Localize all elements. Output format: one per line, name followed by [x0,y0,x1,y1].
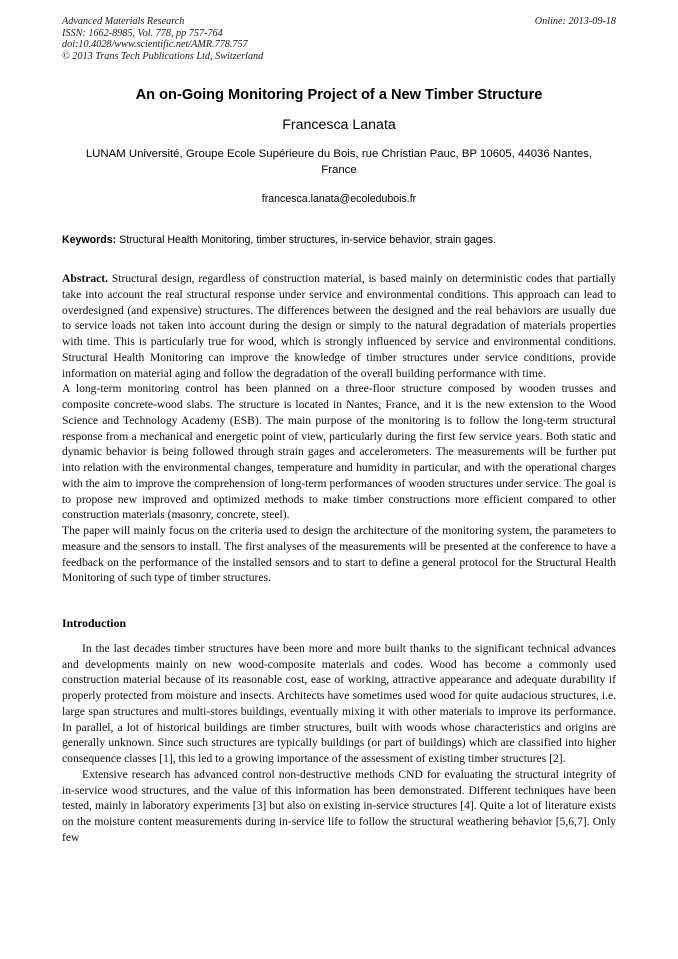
page-title: An on-Going Monitoring Project of a New Timber Structure [135,87,543,103]
keywords-line [62,233,616,247]
abstract-label: Abstract. [62,272,109,285]
abstract-section [62,271,616,586]
doi-line: doi:10.4028/www.scientific.net/AMR.778.757 [62,39,248,51]
introduction-paragraph-1: In the last decades timber structures have been more and more built thanks to the significant technical advances and developments mainly on new wood-composite materials and codes. Wood has become a commonly used construction material because of its reasonable cost, ease of working, attractive appearance and adequate durability if properly protected from moisture and insects. Architects have sometimes used wood for quite audacious structures, i.e. large span structures and multi-stores buildings, eventually mixing it with other materials to improve its performance. In parallel, a lot of historical buildings are timber structures, built with woods whose characteristics and origins are generally unknown. Since such structures are typically buildings (or part of buildings) which are classified into higher consequence classes [1], this led to a growing importance of the assessment of existing timber structures [2]. [62,641,616,765]
keywords-value: Structural Health Monitoring, timber structures, in-service behavior, strain gages. [119,234,496,246]
section-heading-introduction: Introduction [62,616,127,630]
masthead-left-block [62,16,616,62]
abstract-paragraph-1-text: Structural design, regardless of construction material, is based mainly on deterministic codes that partially take into account the real structural response under service and environmental conditions. This approach can lead to overdesigned (and expensive) structures. The differences between the designed and the real behaviors are usually due to service loads not taken into account during the design or simply to the natural degradation of materials properties with time. This is particularly true for wood, which is strongly influenced by service and environmental conditions. Structural Health Monitoring can improve the knowledge of timber structures under service conditions, provide information on material aging and follow the degradation of the overall building performance with time. [62,272,616,380]
abstract-paragraph-1 [62,271,616,381]
introduction-section [62,632,616,846]
keywords-label: Keywords: [62,234,117,246]
introduction-paragraph-2: Extensive research has advanced control non-destructive methods CND for evaluating the structural integrity of in-service wood structures, and the value of this information has been demonstrated. Different techniques have been tested, mainly in laboratory experiments [3] but also on existing in-service structures [4]. Quite a lot of literature exists on the moisture content measurements during in-service life to follow the structural weathering behavior [5,6,7]. Only few [62,767,616,844]
online-date: Online: 2013-09-18 [534,16,616,27]
copyright-line: © 2013 Trans Tech Publications Ltd, Switzerland [62,50,264,62]
issn-line: ISSN: 1662-8985, Vol. 778, pp 757-764 [62,27,223,39]
author-email: francesca.lanata@ecoledubois.fr [261,193,417,205]
affiliation: LUNAM Université, Groupe Ecole Supérieure du Bois, rue Christian Pauc, BP 10605, 44036 Nantes, France [85,148,593,176]
abstract-paragraph-2: A long-term monitoring control has been planned on a three-floor structure composed by wooden trusses and composite concrete-wood slabs. The structure is located in Nantes, France, and it is the new extension to the Wood Science and Technology Academy (ESB). The main purpose of the monitoring is to follow the long-term structural response from a mechanical and energetic point of view, particularly during the first few service years. Both static and dynamic behavior is being followed through strain gages and accelerometers. The measurements will be further put into relation with the environmental changes, temperature and humidity in particular, and with the operational charges with the aim to improve the comprehension of long-term performances of wooden structures under service. The goal is to propose new improved and optimized methods to make timber constructions more efficient compared to other construction materials (masonry, concrete, steel). [62,382,616,522]
masthead [62,0,616,68]
abstract-paragraph-3: The paper will mainly focus on the criteria used to design the architecture of the monitoring system, the parameters to measure and the sensors to install. The first analyses of the measurements will be presented at the conference to have a feedback on the performance of the installed sensors and to start to define a general protocol for the Structural Health Monitoring of such type of timber structures. [62,524,616,585]
page-content [62,0,616,846]
journal-name: Advanced Materials Research [62,16,185,27]
author-name: Francesca Lanata [282,117,396,133]
